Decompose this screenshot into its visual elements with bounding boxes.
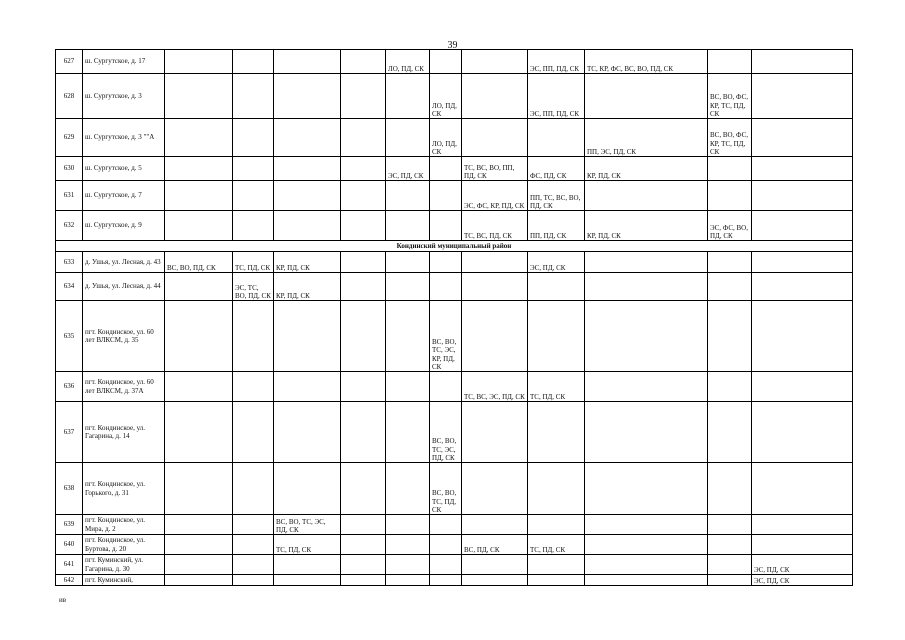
work-type-cell [233, 119, 274, 157]
work-type-cell [386, 372, 430, 402]
work-type-cell [165, 211, 233, 241]
row-number: 635 [56, 301, 83, 372]
work-type-cell [462, 463, 528, 515]
work-type-cell: ВС, ВО, ТС, ЭС, КР, ПД, СК [430, 301, 462, 372]
work-type-cell [165, 372, 233, 402]
row-number: 628 [56, 74, 83, 119]
work-type-cell [386, 273, 430, 301]
work-type-cell [752, 463, 853, 515]
work-type-cell [165, 74, 233, 119]
table-row [56, 211, 853, 241]
work-type-cell [165, 535, 233, 555]
work-type-cell: ВС, ВО, ТС, ЭС, ПД, СК [430, 402, 462, 463]
work-type-cell [274, 119, 341, 157]
work-type-cell [341, 74, 386, 119]
work-type-cell [386, 402, 430, 463]
work-type-cell [430, 211, 462, 241]
work-type-cell: ТС, ПД, СК [528, 535, 585, 555]
work-type-cell [708, 555, 752, 575]
work-type-cell [274, 157, 341, 181]
work-type-cell [708, 252, 752, 273]
work-type-cell: ЭС, ПД, СК [752, 555, 853, 575]
work-type-cell [430, 50, 462, 74]
work-type-cell [341, 555, 386, 575]
work-type-cell: ЭС, ПП, ПД, СК [528, 74, 585, 119]
page-number: 39 [447, 40, 458, 51]
work-type-cell [585, 252, 708, 273]
work-type-cell [233, 575, 274, 586]
work-type-cell [386, 575, 430, 586]
work-type-cell [708, 301, 752, 372]
row-number: 637 [56, 402, 83, 463]
work-type-cell [165, 402, 233, 463]
work-type-cell [528, 463, 585, 515]
work-type-cell [386, 535, 430, 555]
row-number: 638 [56, 463, 83, 515]
table-row [56, 535, 853, 555]
work-type-cell [752, 74, 853, 119]
work-type-cell [752, 157, 853, 181]
work-type-cell [708, 372, 752, 402]
work-type-cell [462, 119, 528, 157]
work-type-cell [462, 301, 528, 372]
work-type-cell: ТС, ПД, СК [528, 372, 585, 402]
row-number: 627 [56, 50, 83, 74]
work-type-cell [274, 463, 341, 515]
work-type-cell [430, 252, 462, 273]
work-type-cell: ЭС, ПД, СК [386, 157, 430, 181]
work-type-cell [752, 252, 853, 273]
work-type-cell [341, 273, 386, 301]
work-type-cell [341, 50, 386, 74]
work-type-cell [386, 515, 430, 535]
work-type-cell: КР, ПД, СК [274, 273, 341, 301]
work-type-cell: ЭС, ПД, СК [752, 575, 853, 586]
work-type-cell: ВС, ПД, СК [462, 535, 528, 555]
work-type-cell [233, 301, 274, 372]
work-type-cell [165, 119, 233, 157]
work-type-cell: КР, ПД, СК [585, 211, 708, 241]
work-type-cell [165, 181, 233, 211]
work-type-cell: ТС, ВС, ВО, ПП, ПД, СК [462, 157, 528, 181]
work-type-cell [528, 575, 585, 586]
address-cell: пгт. Кондинское, ул. 60 лет ВЛКСМ, д. 35 [83, 301, 165, 372]
work-type-cell: ЭС, ПП, ПД, СК [528, 50, 585, 74]
address-cell: пгт. Кондинское, ул. 60 лет ВЛКСМ, д. 37А [83, 372, 165, 402]
work-type-cell [386, 211, 430, 241]
work-type-cell: ВС, ВО, ТС, ЭС, ПД, СК [274, 515, 341, 535]
work-type-cell [708, 515, 752, 535]
work-type-cell [528, 273, 585, 301]
work-type-cell: ЭС, ПД, СК [528, 252, 585, 273]
work-type-cell [165, 273, 233, 301]
work-type-cell [341, 181, 386, 211]
work-type-cell [233, 515, 274, 535]
work-type-cell: ЛО, ПД, СК [430, 119, 462, 157]
work-type-cell [528, 119, 585, 157]
work-type-cell [752, 181, 853, 211]
work-type-cell [233, 402, 274, 463]
work-type-cell [165, 515, 233, 535]
work-type-cell [430, 535, 462, 555]
work-type-cell [585, 372, 708, 402]
work-type-cell: ТС, ВС, ЭС, ПД, СК [462, 372, 528, 402]
work-type-cell: ПП, ЭС, ПД, СК [585, 119, 708, 157]
work-type-cell [430, 372, 462, 402]
work-type-cell [752, 211, 853, 241]
work-type-cell [233, 211, 274, 241]
work-type-cell [528, 402, 585, 463]
work-type-cell [386, 301, 430, 372]
work-type-cell [585, 555, 708, 575]
work-type-cell: ТС, ПД, СК [233, 252, 274, 273]
work-type-cell [233, 372, 274, 402]
work-type-cell [430, 157, 462, 181]
work-type-cell [386, 463, 430, 515]
work-type-cell [752, 119, 853, 157]
work-type-cell [585, 575, 708, 586]
row-number: 642 [56, 575, 83, 586]
section-title: Кондинский муниципальный район [56, 241, 853, 252]
work-type-cell [386, 119, 430, 157]
table-row [56, 157, 853, 181]
address-cell: ш. Сургутское, д. 17 [83, 50, 165, 74]
work-type-cell [165, 157, 233, 181]
work-type-cell [585, 515, 708, 535]
work-type-cell [233, 181, 274, 211]
work-type-cell [386, 181, 430, 211]
work-type-cell [165, 575, 233, 586]
work-type-cell: ПП, ПД, СК [528, 211, 585, 241]
table-row [56, 301, 853, 372]
work-type-cell [430, 273, 462, 301]
work-type-cell [708, 575, 752, 586]
work-type-cell: ВС, ВО, ФС, КР, ТС, ПД, СК [708, 119, 752, 157]
address-cell: пгт. Куминский, [83, 575, 165, 586]
work-type-cell: ТС, КР, ФС, ВС, ВО, ПД, СК [585, 50, 708, 74]
address-cell: пгт. Куминский, ул. Гагарина, д. 30 [83, 555, 165, 575]
work-type-cell [233, 74, 274, 119]
address-cell: пгт. Кондинское, ул. Горького, д. 31 [83, 463, 165, 515]
row-number: 640 [56, 535, 83, 555]
address-cell: пгт. Кондинское, ул. Гагарина, д. 14 [83, 402, 165, 463]
work-type-cell [708, 273, 752, 301]
table-row [56, 402, 853, 463]
work-type-cell [462, 74, 528, 119]
work-type-cell [274, 211, 341, 241]
work-type-cell [708, 402, 752, 463]
work-type-cell [462, 273, 528, 301]
work-type-cell [233, 535, 274, 555]
address-cell: ш. Сургутское, д. 3 ""А [83, 119, 165, 157]
row-number: 641 [56, 555, 83, 575]
work-type-cell [462, 515, 528, 535]
work-type-cell [165, 50, 233, 74]
work-type-cell [341, 119, 386, 157]
works-schedule-table [55, 49, 853, 586]
work-type-cell [708, 463, 752, 515]
work-type-cell [752, 301, 853, 372]
work-type-cell [341, 402, 386, 463]
row-number: 629 [56, 119, 83, 157]
work-type-cell [752, 515, 853, 535]
work-type-cell [274, 181, 341, 211]
work-type-cell [462, 252, 528, 273]
address-cell: ш. Сургутское, д. 5 [83, 157, 165, 181]
work-type-cell [528, 301, 585, 372]
work-type-cell [752, 402, 853, 463]
work-type-cell [274, 74, 341, 119]
work-type-cell [274, 372, 341, 402]
address-cell: ш. Сургутское, д. 7 [83, 181, 165, 211]
work-type-cell [274, 575, 341, 586]
table-row [56, 372, 853, 402]
address-cell: д. Ушья, ул. Лесная, д. 44 [83, 273, 165, 301]
work-type-cell: ВС, ВО, ТС, ПД, СК [430, 463, 462, 515]
table-row [56, 515, 853, 535]
row-number: 633 [56, 252, 83, 273]
table-row [56, 181, 853, 211]
work-type-cell: ТС, ПД, СК [274, 535, 341, 555]
work-type-cell [165, 301, 233, 372]
work-type-cell: КР, ПД, СК [274, 252, 341, 273]
work-type-cell [585, 463, 708, 515]
work-type-cell [274, 301, 341, 372]
work-type-cell [462, 555, 528, 575]
work-type-cell [233, 555, 274, 575]
work-type-cell [708, 157, 752, 181]
work-type-cell [585, 535, 708, 555]
table-row [56, 74, 853, 119]
work-type-cell [462, 50, 528, 74]
work-type-cell [430, 181, 462, 211]
work-type-cell [430, 575, 462, 586]
work-type-cell [585, 181, 708, 211]
work-type-cell [386, 555, 430, 575]
work-type-cell [341, 157, 386, 181]
work-type-cell [585, 74, 708, 119]
work-type-cell: ЭС, ФС, ВО, ПД, СК [708, 211, 752, 241]
work-type-cell [274, 555, 341, 575]
section-header-row [56, 241, 853, 252]
work-type-cell [708, 181, 752, 211]
work-type-cell: ЭС, ФС, КР, ПД, СК [462, 181, 528, 211]
work-type-cell [165, 463, 233, 515]
work-type-cell [752, 372, 853, 402]
work-type-cell [752, 50, 853, 74]
address-cell: ш. Сургутское, д. 3 [83, 74, 165, 119]
work-type-cell [341, 515, 386, 535]
work-type-cell: ВС, ВО, ФС, КР, ТС, ПД, СК [708, 74, 752, 119]
work-type-cell: КР, ПД, СК [585, 157, 708, 181]
work-type-cell [341, 211, 386, 241]
table-row [56, 463, 853, 515]
row-number: 634 [56, 273, 83, 301]
row-number: 636 [56, 372, 83, 402]
work-type-cell [528, 515, 585, 535]
table-row [56, 119, 853, 157]
work-type-cell [585, 273, 708, 301]
work-type-cell [274, 50, 341, 74]
work-type-cell [708, 50, 752, 74]
work-type-cell [341, 463, 386, 515]
address-cell: пгт. Кондинское, ул. Мира, д. 2 [83, 515, 165, 535]
work-type-cell [233, 157, 274, 181]
work-type-cell [341, 252, 386, 273]
work-type-cell [585, 402, 708, 463]
address-cell: д. Ушья, ул. Лесная, д. 43 [83, 252, 165, 273]
work-type-cell [585, 301, 708, 372]
work-type-cell [274, 402, 341, 463]
work-type-cell: ТС, ВС, ПД, СК [462, 211, 528, 241]
work-type-cell: ФС, ПД, СК [528, 157, 585, 181]
row-number: 632 [56, 211, 83, 241]
row-number: 639 [56, 515, 83, 535]
address-cell: пгт. Кондинское, ул. Буртова, д. 20 [83, 535, 165, 555]
work-type-cell [528, 555, 585, 575]
work-type-cell [233, 463, 274, 515]
work-type-cell [165, 555, 233, 575]
row-number: 630 [56, 157, 83, 181]
work-type-cell [462, 402, 528, 463]
work-type-cell [341, 372, 386, 402]
table-row [56, 575, 853, 586]
work-type-cell [752, 273, 853, 301]
work-type-cell [386, 74, 430, 119]
work-type-cell: ЭС, ТС, ВО, ПД, СК [233, 273, 274, 301]
page-footer: ив [59, 596, 67, 604]
table-row [56, 273, 853, 301]
work-type-cell: ВС, ВО, ПД, СК [165, 252, 233, 273]
work-type-cell [430, 555, 462, 575]
table-row [56, 50, 853, 74]
table-row [56, 555, 853, 575]
table-body [56, 50, 853, 586]
work-type-cell: ЛО, ПД, СК [430, 74, 462, 119]
work-type-cell [708, 535, 752, 555]
work-type-cell [752, 535, 853, 555]
table-row [56, 252, 853, 273]
row-number: 631 [56, 181, 83, 211]
work-type-cell [233, 50, 274, 74]
work-type-cell: ЛО, ПД, СК [386, 50, 430, 74]
address-cell: ш. Сургутское, д. 9 [83, 211, 165, 241]
work-type-cell: ПП, ТС, ВС, ВО, ПД, СК [528, 181, 585, 211]
work-type-cell [462, 575, 528, 586]
work-type-cell [341, 301, 386, 372]
work-type-cell [430, 515, 462, 535]
work-type-cell [341, 535, 386, 555]
work-type-cell [386, 252, 430, 273]
work-type-cell [341, 575, 386, 586]
